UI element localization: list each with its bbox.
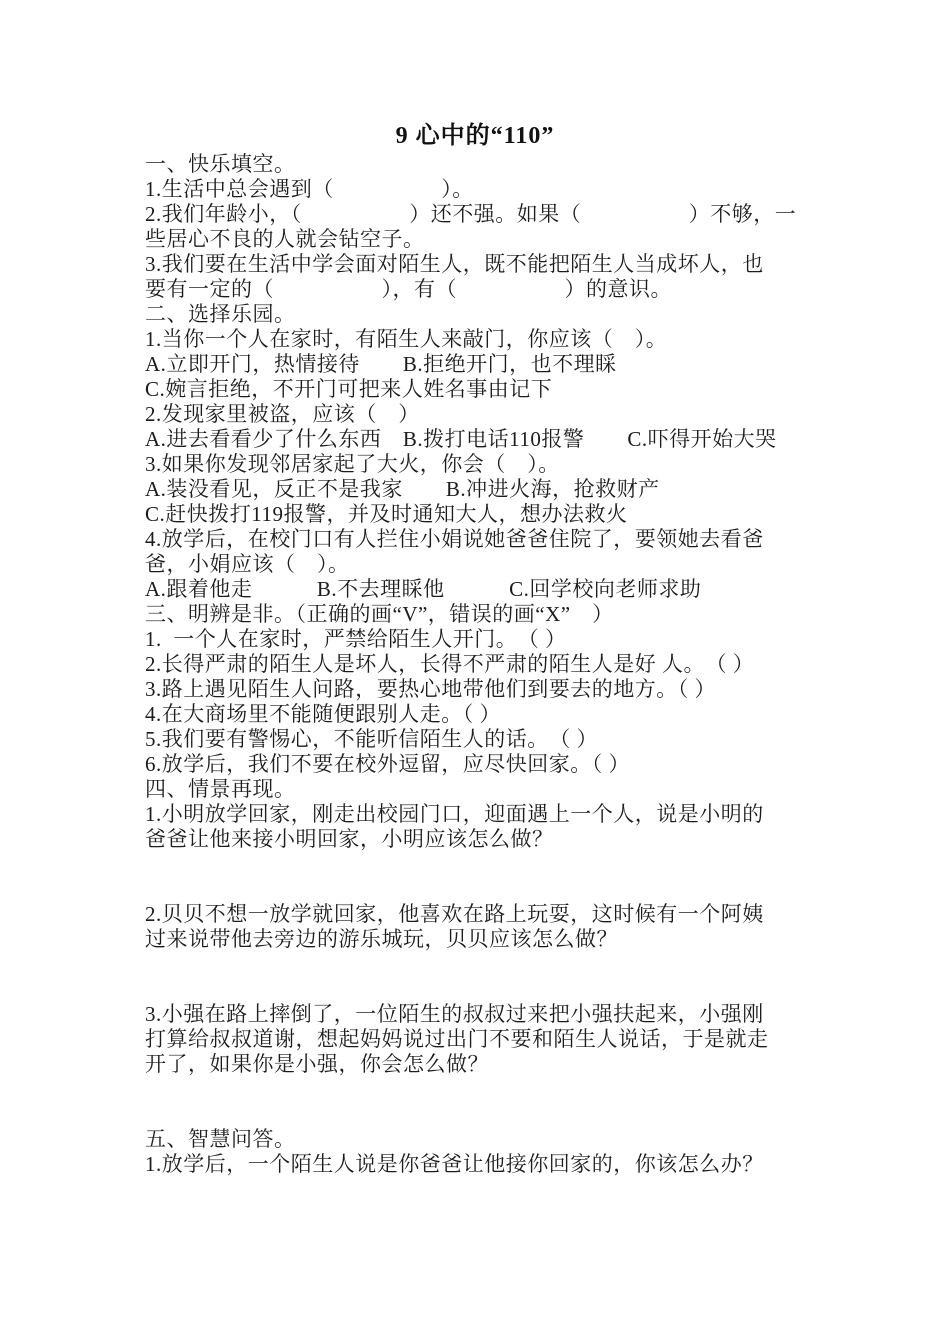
- text-line: 2.贝贝不想一放学就回家，他喜欢在路上玩耍，这时候有一个阿姨: [145, 902, 764, 926]
- text-line: 开了，如果你是小强，你会怎么做？: [145, 1052, 489, 1076]
- text-line: 6.放学后，我们不要在校外逗留，应尽快回家。（ ）: [145, 752, 630, 776]
- text-line: A.跟着他走 B.不去理睬他 C.回学校向老师求助: [145, 577, 702, 601]
- worksheet-title: 9 心中的“110”: [395, 123, 555, 149]
- text-line: 2.发现家里被盗，应该（ ）: [145, 402, 420, 426]
- text-line: 5.我们要有警惕心，不能听信陌生人的话。 （ ）: [145, 727, 598, 751]
- blank-line: [145, 852, 845, 877]
- text-line: 4.放学后，在校门口有人拦住小娟说她爸爸住院了，要领她去看爸: [145, 527, 764, 551]
- text-line: 些居心不良的人就会钻空子。: [145, 227, 425, 251]
- text-line: C.赶快拨打119报警，并及时通知大人，想办法救火: [145, 502, 628, 526]
- text-line: 1.生活中总会遇到（ ）。: [145, 177, 474, 201]
- text-line: 3.我们要在生活中学会面对陌生人，既不能把陌生人当成坏人，也: [145, 252, 764, 276]
- blank-line: [145, 1077, 845, 1102]
- text-line: 要有一定的（ ），有（ ）的意识。: [145, 277, 672, 301]
- text-line: 一、快乐填空。: [145, 152, 296, 176]
- text-line: A.装没看见，反正不是我家 B.冲进火海，抢救财产: [145, 477, 660, 501]
- text-line: 1.放学后，一个陌生人说是你爸爸让他接你回家的，你该怎么办？: [145, 1152, 764, 1176]
- text-line: A.进去看看少了什么东西 B.拨打电话110报警 C.吓得开始大哭: [145, 427, 777, 451]
- worksheet-body: [145, 152, 845, 1177]
- text-line: 打算给叔叔道谢，想起妈妈说过出门不要和陌生人说话，于是就走: [145, 1027, 769, 1051]
- text-line: 三、明辨是非。（正确的画“V”，错误的画“X” ）: [145, 602, 614, 626]
- text-line: 3.路上遇见陌生人问路，要热心地带他们到要去的地方。（ ）: [145, 677, 716, 701]
- text-line: 3.小强在路上摔倒了，一位陌生的叔叔过来把小强扶起来，小强刚: [145, 1002, 764, 1026]
- text-line: 1.小明放学回家，刚走出校园门口，迎面遇上一个人，说是小明的: [145, 802, 764, 826]
- text-line: C.婉言拒绝，不开门可把来人姓名事由记下: [145, 377, 553, 401]
- text-line: 爸爸让他来接小明回家，小明应该怎么做？: [145, 827, 554, 851]
- text-line: 二、选择乐园。: [145, 302, 296, 326]
- blank-line: [145, 1102, 845, 1127]
- text-line: 五、智慧问答。: [145, 1127, 296, 1151]
- text-line: A.立即开门，热情接待 B.拒绝开门，也不理睬: [145, 352, 617, 376]
- text-line: 4.在大商场里不能随便跟别人走。（ ）: [145, 702, 501, 726]
- text-line: 过来说带他去旁边的游乐城玩，贝贝应该怎么做？: [145, 927, 618, 951]
- text-line: 爸，小娟应该（ ）。: [145, 552, 350, 576]
- text-line: 3.如果你发现邻居家起了大火，你会（ ）。: [145, 452, 560, 476]
- text-line: 1.当你一个人在家时，有陌生人来敲门，你应该（ ）。: [145, 327, 668, 351]
- text-line: 2.我们年龄小，（ ）还不强。如果（ ）不够，一: [145, 202, 797, 226]
- blank-line: [145, 877, 845, 902]
- blank-line: [145, 952, 845, 977]
- text-line: 2.长得严肃的陌生人是坏人，长得不严肃的陌生人是好 人。 （ ）: [145, 652, 755, 676]
- text-line: 1. 一个人在家时，严禁给陌生人开门。 （ ）: [145, 627, 567, 651]
- text-line: 四、情景再现。: [145, 777, 296, 801]
- blank-line: [145, 977, 845, 1002]
